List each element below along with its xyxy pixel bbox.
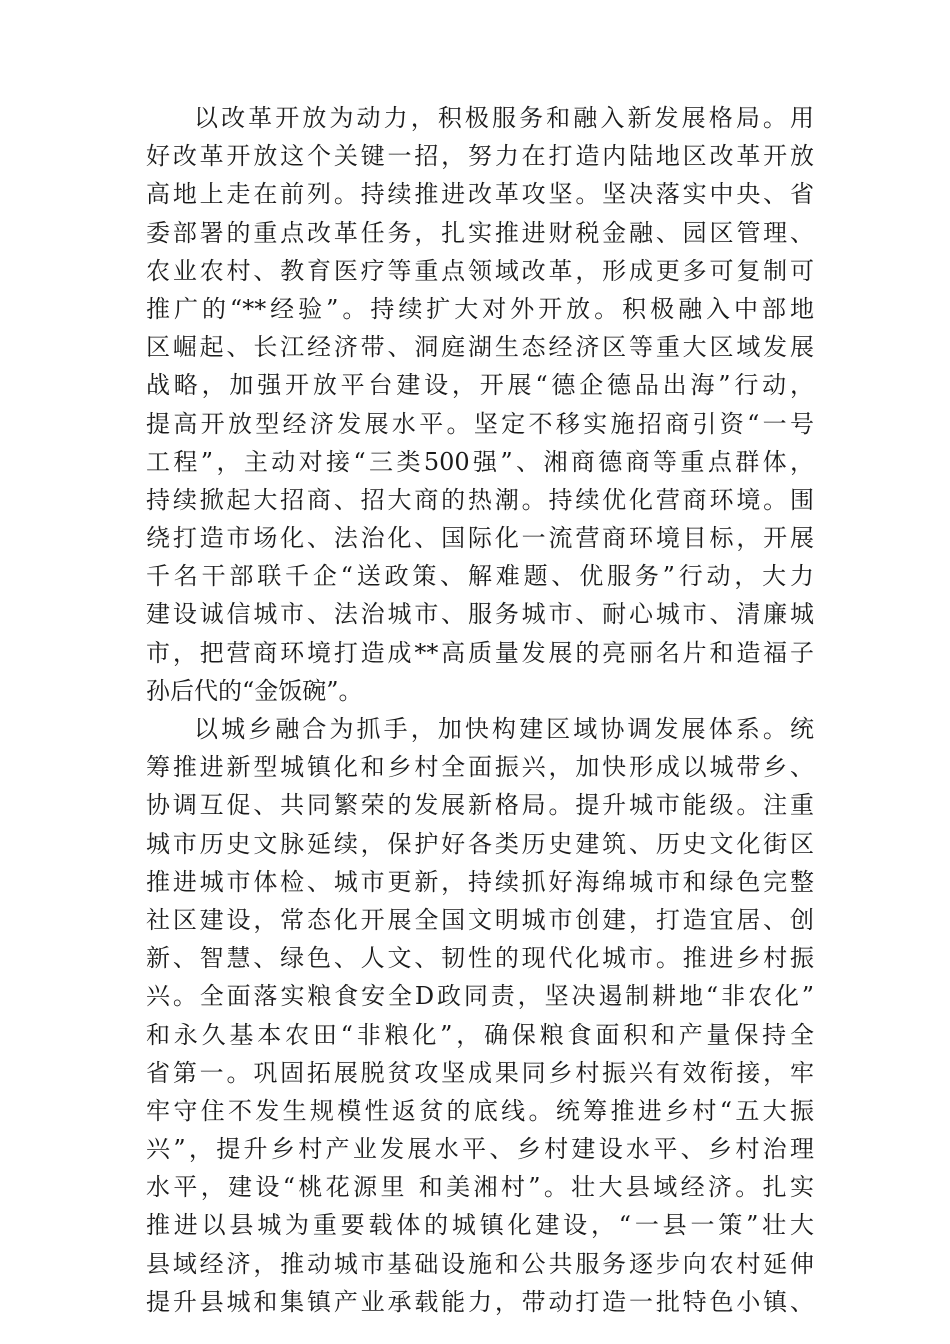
text-line: 城市历史文脉延续，保护好各类历史建筑、历史文化街区 (146, 829, 814, 858)
paragraph-2 (146, 710, 814, 1321)
text-line: 以改革开放为动力，积极服务和融入新发展格局。用 (194, 104, 814, 132)
text-line: 好改革开放这个关键一招，努力在打造内陆地区改革开放 (146, 142, 814, 171)
text-line: 高地上走在前列。持续推进改革攻坚。坚决落实中央、省 (146, 180, 814, 209)
text-line: 提升县城和集镇产业承载能力，带动打造一批特色小镇、 (146, 1287, 814, 1316)
text-line: 协调互促、共同繁荣的发展新格局。提升城市能级。注重 (146, 791, 814, 820)
text-line: 委部署的重点改革任务，扎实推进财税金融、园区管理、 (146, 218, 814, 247)
text-line: 推进城市体检、城市更新，持续抓好海绵城市和绿色完整 (146, 867, 814, 896)
text-line: 持续掀起大招商、招大商的热潮。持续优化营商环境。围 (146, 485, 814, 514)
text-line: 兴”，提升乡村产业发展水平、乡村建设水平、乡村治理 (146, 1135, 814, 1164)
text-line: 以城乡融合为抓手，加快构建区域协调发展体系。统 (194, 715, 814, 743)
text-line: 市，把营商环境打造成**高质量发展的亮丽名片和造福子 (146, 638, 814, 667)
text-line: 推进以县城为重要载体的城镇化建设，“一县一策”壮大 (146, 1211, 814, 1240)
text-line: 社区建设，常态化开展全国文明城市创建，打造宜居、创 (146, 905, 814, 934)
text-line: 推广的“**经验”。持续扩大对外开放。积极融入中部地 (146, 294, 814, 323)
paragraph-1 (146, 99, 814, 710)
text-line: 工程”，主动对接“三类500强”、湘商德商等重点群体， (146, 447, 814, 476)
text-line: 建设诚信城市、法治城市、服务城市、耐心城市、清廉城 (146, 600, 814, 629)
text-line: 县域经济，推动城市基础设施和公共服务逐步向农村延伸 (146, 1249, 814, 1278)
text-line: 提高开放型经济发展水平。坚定不移实施招商引资“一号 (146, 409, 814, 438)
text-line: 兴。全面落实粮食安全D政同责，坚决遏制耕地“非农化” (146, 982, 814, 1011)
text-line: 绕打造市场化、法治化、国际化一流营商环境目标，开展 (146, 524, 814, 553)
text-line: 和永久基本农田“非粮化”，确保粮食面积和产量保持全 (146, 1020, 814, 1049)
text-line: 农业农村、教育医疗等重点领域改革，形成更多可复制可 (146, 256, 814, 285)
text-line: 水平，建设“桃花源里 和美湘村”。壮大县域经济。扎实 (146, 1173, 814, 1202)
text-line: 千名干部联千企“送政策、解难题、优服务”行动，大力 (146, 562, 814, 591)
text-line: 战略，加强开放平台建设，开展“德企德品出海”行动， (146, 371, 814, 400)
text-line: 牢守住不发生规模性返贫的底线。统筹推进乡村“五大振 (146, 1096, 814, 1125)
text-line: 新、智慧、绿色、人文、韧性的现代化城市。推进乡村振 (146, 944, 814, 973)
text-line: 区崛起、长江经济带、洞庭湖生态经济区等重大区域发展 (146, 333, 814, 362)
text-line: 筹推进新型城镇化和乡村全面振兴，加快形成以城带乡、 (146, 753, 814, 782)
text-line: 省第一。巩固拓展脱贫攻坚成果同乡村振兴有效衔接，牢 (146, 1058, 814, 1087)
text-line: 孙后代的“金饭碗”。 (146, 676, 363, 705)
